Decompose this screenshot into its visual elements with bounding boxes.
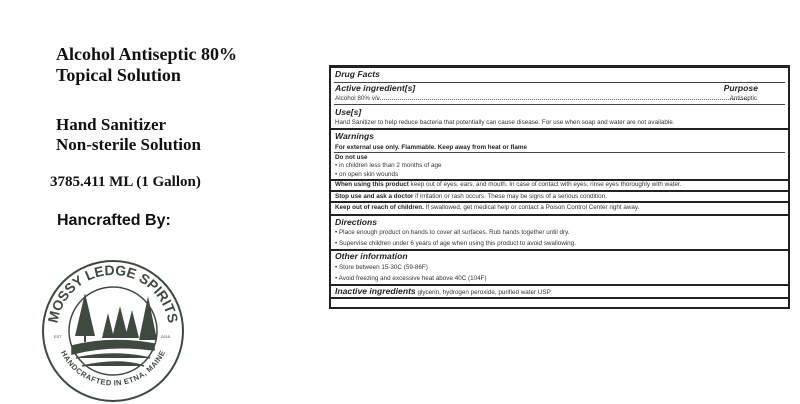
subtitle-line: Hand Sanitizer [56,115,167,134]
mossy-ledge-logo [40,258,186,404]
ledge-icon [72,340,154,366]
logo-top-text: MOSSY LEDGE SPIRITS [44,261,182,325]
other-item: • Store between 15-30C (59-86F) [335,264,428,271]
drug-facts-title: Drug Facts [335,69,380,79]
logo-est: EST [54,334,62,339]
product-title [56,44,237,86]
active-row [335,95,784,102]
logo-bottom-text: HANDCRAFTED IN ETNA, MAINE [59,349,167,388]
do-not-use: Do not use [335,154,368,161]
crafted-by: Hancrafted By: [57,212,171,229]
title-line: Alcohol Antiseptic 80% [56,44,238,64]
other-heading: Other information [335,251,408,261]
inactive-ingredients: Inactive ingredients glycerin, hydrogen peroxide, purified water USP [335,286,551,296]
volume: 3785.411 ML (1 Gallon) [50,174,201,190]
keep-out: Keep out of reach of children. If swallowed, get medical help or contact a Poison Control Center right away. [335,204,640,211]
stop-use: Stop use and ask a doctor if irritation or rash occurs. These may be signs of a serious condition. [335,193,607,200]
do-not-use-item: • on open skin wounds [335,171,399,178]
direction-item: • Place enough product on hands to cover all surfaces. Rub hands together until dry. [335,229,570,236]
when-using: When using this product keep out of eyes, ears, and mouth. In case of contact with eyes, rinse eyes thoroughly with water. [335,181,682,188]
external-warning: For external use only. Flammable. Keep away from heat or flame [335,144,527,151]
directions-heading: Directions [335,217,378,227]
warnings-heading: Warnings [335,131,374,141]
product-subtitle [56,115,201,155]
direction-item: • Supervise children under 6 years of age when using this product to avoid swallowing. [335,240,576,247]
purpose: Antiseptic [729,95,757,102]
uses-text: Hand Sanitizer to help reduce bacteria that potentially can cause disease. For use when soap and water are not available. [335,119,675,126]
uses-heading: Use[s] [335,107,362,117]
subtitle-line: Non-sterile Solution [56,135,201,154]
do-not-use-item: • in children less than 2 months of age [335,162,442,169]
drug-facts-panel [329,65,790,309]
title-line: Topical Solution [56,65,181,85]
other-item: • Avoid freezing and excessive heat above 40C (104F) [335,275,487,282]
active-heading: Active ingredient[s] [335,83,416,93]
active-ingredient: Alcohol 80% v/v [335,95,380,102]
purpose-heading: Purpose [723,83,758,93]
logo-year: 2016 [161,334,170,339]
